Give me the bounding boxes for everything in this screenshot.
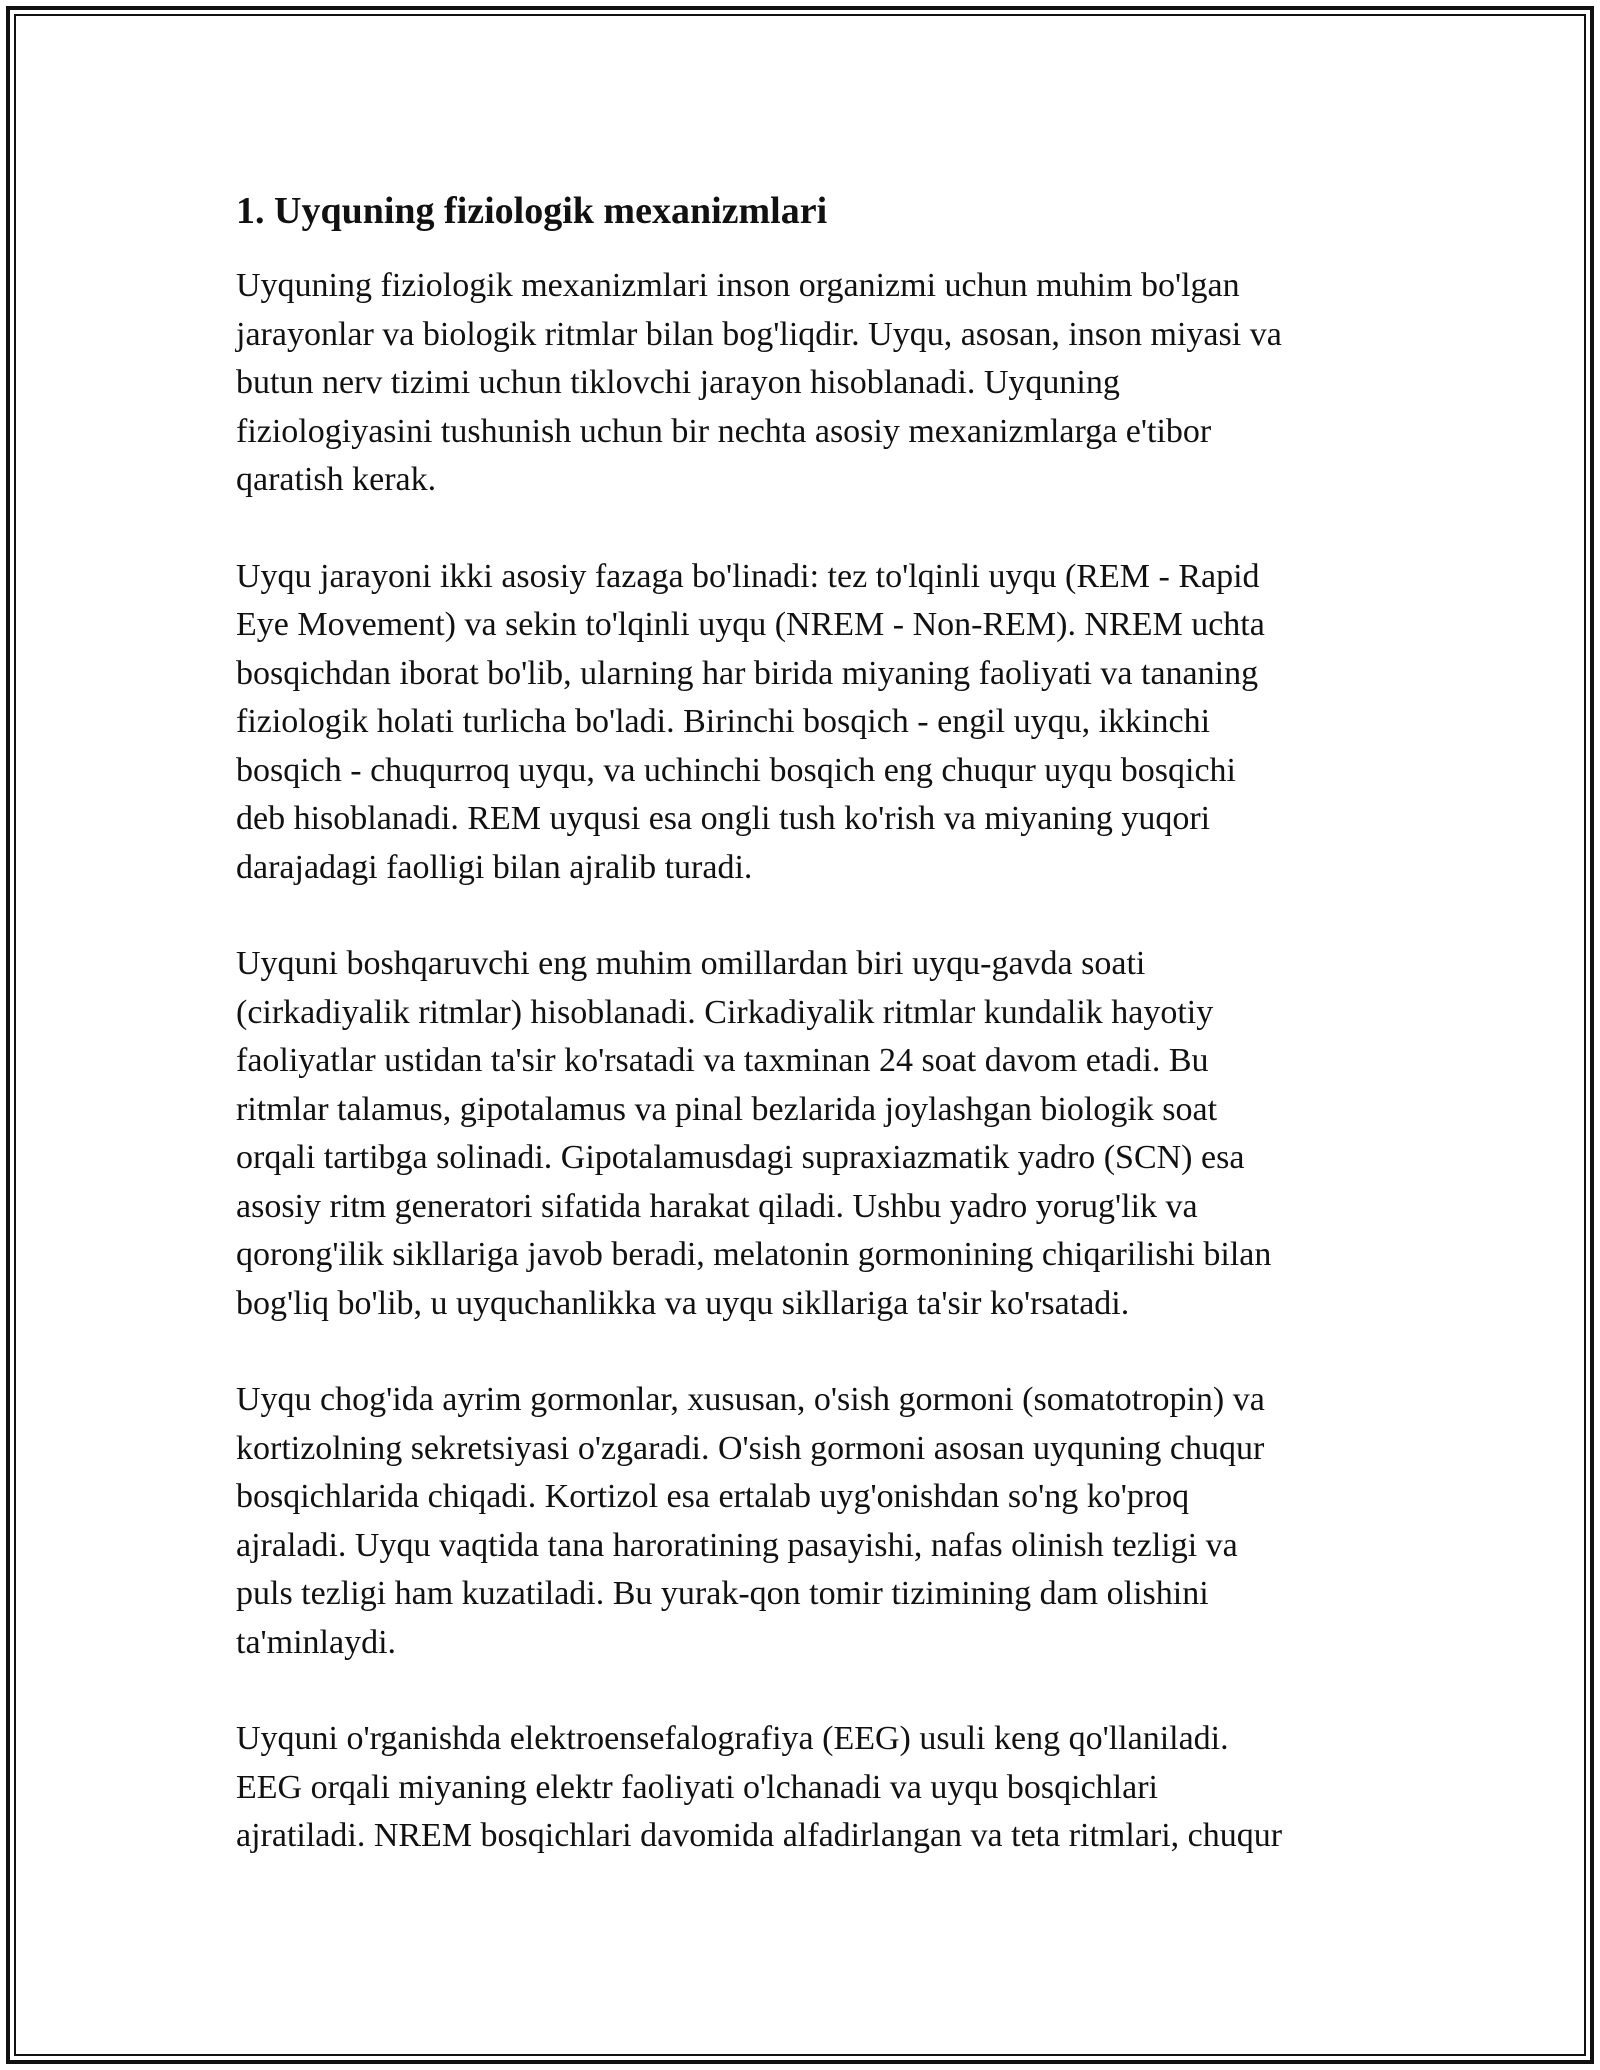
- paragraph-line: Uyquning fiziologik mexanizmlari inson organizmi uchun muhim bo'lgan: [236, 267, 1240, 304]
- paragraph-line: puls tezligi ham kuzatiladi. Bu yurak-qon tomir tizimining dam olishini: [236, 1575, 1209, 1612]
- paragraph-line: ritmlar talamus, gipotalamus va pinal bezlarida joylashgan biologik soat: [236, 1090, 1218, 1128]
- paragraph-line: darajadagi faolligi bilan ajralib turadi.: [236, 848, 753, 886]
- paragraph-line: jarayonlar va biologik ritmlar bilan bog'liqdir. Uyqu, asosan, inson miyasi va: [236, 315, 1282, 353]
- paragraph-line: qaratish kerak.: [236, 461, 437, 498]
- paragraph-line: qorong'ilik sikllariga javob beradi, melatonin gormonining chiqarilishi bilan: [236, 1236, 1272, 1273]
- paragraph-line: butun nerv tizimi uchun tiklovchi jarayon hisoblanadi. Uyquning: [236, 364, 1120, 401]
- paragraph-line: ajratiladi. NREM bosqichlari davomida alfadirlangan va teta ritmlari, chuqur: [236, 1817, 1283, 1854]
- paragraph-line: deb hisoblanadi. REM uyqusi esa ongli tush ko'rish va miyaning yuqori: [236, 800, 1211, 837]
- paragraph-line: Uyquni boshqaruvchi eng muhim omillardan biri uyqu-gavda soati: [236, 945, 1146, 982]
- paragraph-line: asosiy ritm generatori sifatida harakat qiladi. Ushbu yadro yorug'lik va: [236, 1187, 1198, 1225]
- paragraph-line: Eye Movement) va sekin to'lqinli uyqu (NREM - Non-REM). NREM uchta: [236, 606, 1265, 643]
- paragraph-line: kortizolning sekretsiyasi o'zgaradi. O'sish gormoni asosan uyquning chuqur: [236, 1429, 1265, 1467]
- paragraph-line: bosqichlarida chiqadi. Kortizol esa ertalab uyg'onishdan so'ng ko'proq: [236, 1478, 1190, 1515]
- paragraph-line: bosqich - chuqurroq uyqu, va uchinchi bosqich eng chuqur uyqu bosqichi: [236, 751, 1236, 789]
- paragraph-1: [236, 262, 1396, 505]
- paragraph-4: [236, 1376, 1396, 1667]
- section-heading: 1. Uyquning fiziologik mexanizmlari: [236, 190, 828, 232]
- paragraph-line: ta'minlaydi.: [236, 1623, 397, 1661]
- paragraph-line: Uyqu jarayoni ikki asosiy fazaga bo'linadi: tez to'lqinli uyqu (REM - Rapid: [236, 557, 1260, 595]
- paragraph-line: fiziologiyasini tushunish uchun bir nechta asosiy mexanizmlarga e'tibor: [236, 412, 1212, 450]
- paragraph-line: Uyquni o'rganishda elektroensefalografiya (EEG) usuli keng qo'llaniladi.: [236, 1720, 1229, 1757]
- paragraph-2: [236, 553, 1396, 893]
- paragraph-line: bosqichdan iborat bo'lib, ularning har birida miyaning faoliyati va tananing: [236, 654, 1259, 692]
- document-body: [236, 186, 1396, 1909]
- paragraph-line: ajraladi. Uyqu vaqtida tana haroratining pasayishi, nafas olinish tezligi va: [236, 1526, 1238, 1564]
- paragraph-line: EEG orqali miyaning elektr faoliyati o'lchanadi va uyqu bosqichlari: [236, 1768, 1158, 1806]
- paragraph-line: bog'liq bo'lib, u uyquchanlikka va uyqu sikllariga ta'sir ko'rsatadi.: [236, 1284, 1130, 1322]
- paragraph-line: Uyqu chog'ida ayrim gormonlar, xususan, o'sish gormoni (somatotropin) va: [236, 1381, 1265, 1418]
- paragraph-3: [236, 940, 1396, 1328]
- paragraph-line: (cirkadiyalik ritmlar) hisoblanadi. Cirkadiyalik ritmlar kundalik hayotiy: [236, 993, 1214, 1031]
- paragraph-5: [236, 1715, 1396, 1861]
- paragraph-line: faoliyatlar ustidan ta'sir ko'rsatadi va taxminan 24 soat davom etadi. Bu: [236, 1042, 1209, 1079]
- paragraph-line: orqali tartibga solinadi. Gipotalamusdagi supraxiazmatik yadro (SCN) esa: [236, 1139, 1245, 1176]
- paragraph-line: fiziologik holati turlicha bo'ladi. Birinchi bosqich - engil uyqu, ikkinchi: [236, 703, 1211, 740]
